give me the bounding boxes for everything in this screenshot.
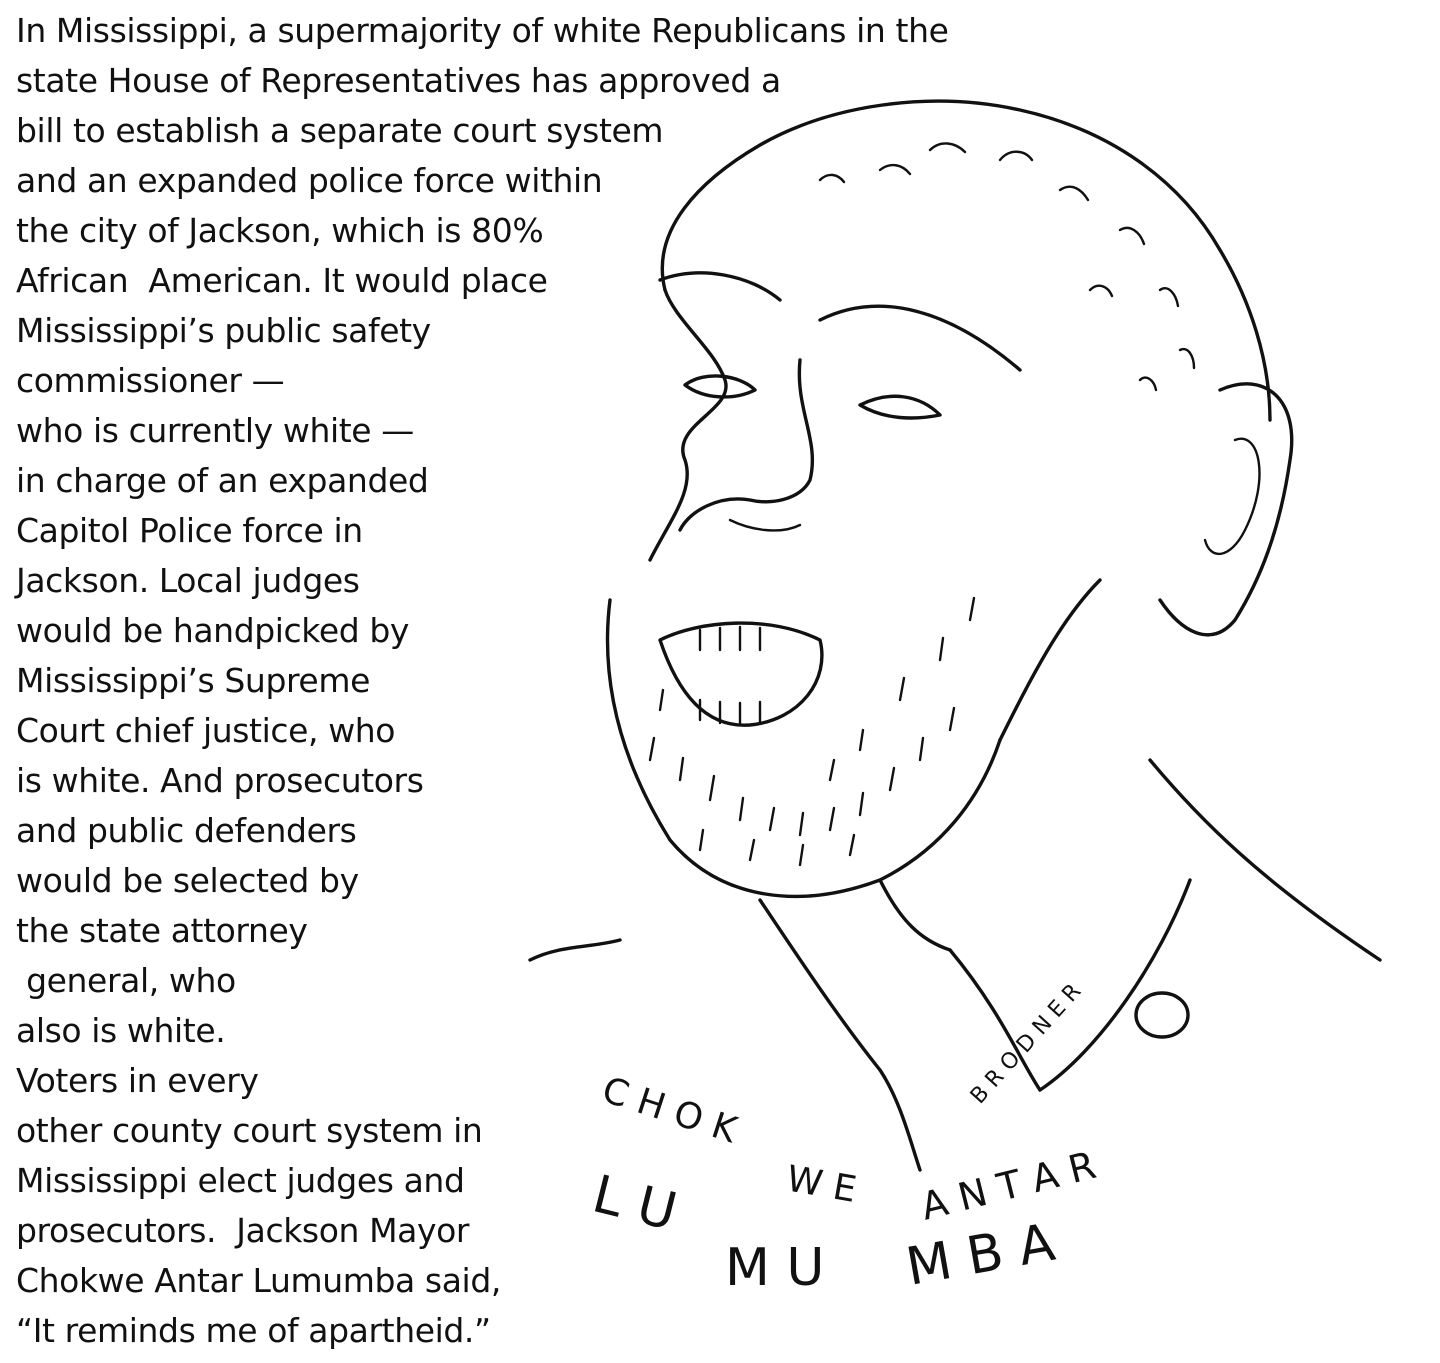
article-line: “It reminds me of apartheid.” (16, 1311, 491, 1350)
article-line: prosecutors. Jackson Mayor (16, 1211, 470, 1250)
article-line: Mississippi elect judges and (16, 1161, 465, 1200)
portrait-drawing (500, 60, 1440, 1360)
left-eye (685, 376, 755, 397)
article-line: also is white. (16, 1011, 226, 1050)
article-line: commissioner — (16, 361, 285, 400)
svg-text:M U: M U (725, 1238, 825, 1298)
article-line: state House of Representatives has approved a (16, 61, 781, 100)
shoulder (1150, 760, 1380, 960)
article-line: African American. It would place (16, 261, 548, 300)
ear (1160, 384, 1292, 635)
article-line: would be selected by (16, 861, 359, 900)
neck (880, 880, 950, 950)
article-line: Voters in every (16, 1061, 259, 1100)
article-line: and an expanded police force within (16, 161, 603, 200)
article-line: Capitol Police force in (16, 511, 363, 550)
article-line: bill to establish a separate court system (16, 111, 664, 150)
tie (880, 1070, 920, 1170)
lower-teeth (700, 700, 760, 724)
ear-inner (1205, 439, 1259, 554)
right-eye (860, 396, 940, 418)
article-line: and public defenders (16, 811, 357, 850)
left-brow (660, 273, 780, 300)
svg-text:B R O D N E R: B R O D N E R (965, 979, 1087, 1110)
hair-texture (820, 143, 1194, 390)
svg-text:M B A: M B A (901, 1212, 1060, 1298)
article-line: Jackson. Local judges (16, 561, 360, 600)
article-line: Chokwe Antar Lumumba said, (16, 1261, 501, 1300)
right-brow (820, 306, 1020, 370)
nose (680, 360, 812, 530)
article-line: who is currently white — (16, 411, 414, 450)
article-line: general, who (16, 961, 236, 1000)
nostril (730, 520, 800, 530)
article-line: is white. And prosecutors (16, 761, 424, 800)
article-line: Mississippi’s public safety (16, 311, 431, 350)
head-outline (662, 101, 1270, 420)
article-line: other county court system in (16, 1111, 483, 1150)
svg-text:L U: L U (586, 1164, 683, 1243)
article-line: the city of Jackson, which is 80% (16, 211, 544, 250)
svg-text:W E: W E (783, 1158, 860, 1211)
svg-text:A N T A R: A N T A R (916, 1142, 1101, 1229)
article-line: In Mississippi, a supermajority of white Republicans in the (16, 11, 949, 50)
article-line: Mississippi’s Supreme (16, 661, 370, 700)
jaw-line (1000, 580, 1100, 740)
article-line: the state attorney (16, 911, 308, 950)
name-lettering (587, 1070, 1100, 1298)
article-line: would be handpicked by (16, 611, 410, 650)
collar-left (760, 900, 880, 1070)
upper-teeth (700, 627, 760, 650)
portrait-illustration (500, 60, 1440, 1360)
signature-circle (1136, 993, 1188, 1037)
article-line: Court chief justice, who (16, 711, 396, 750)
artist-signature (966, 979, 1086, 1109)
article-line: in charge of an expanded (16, 461, 429, 500)
svg-text:C H O K: C H O K (597, 1069, 742, 1152)
chin-stroke (530, 940, 620, 960)
